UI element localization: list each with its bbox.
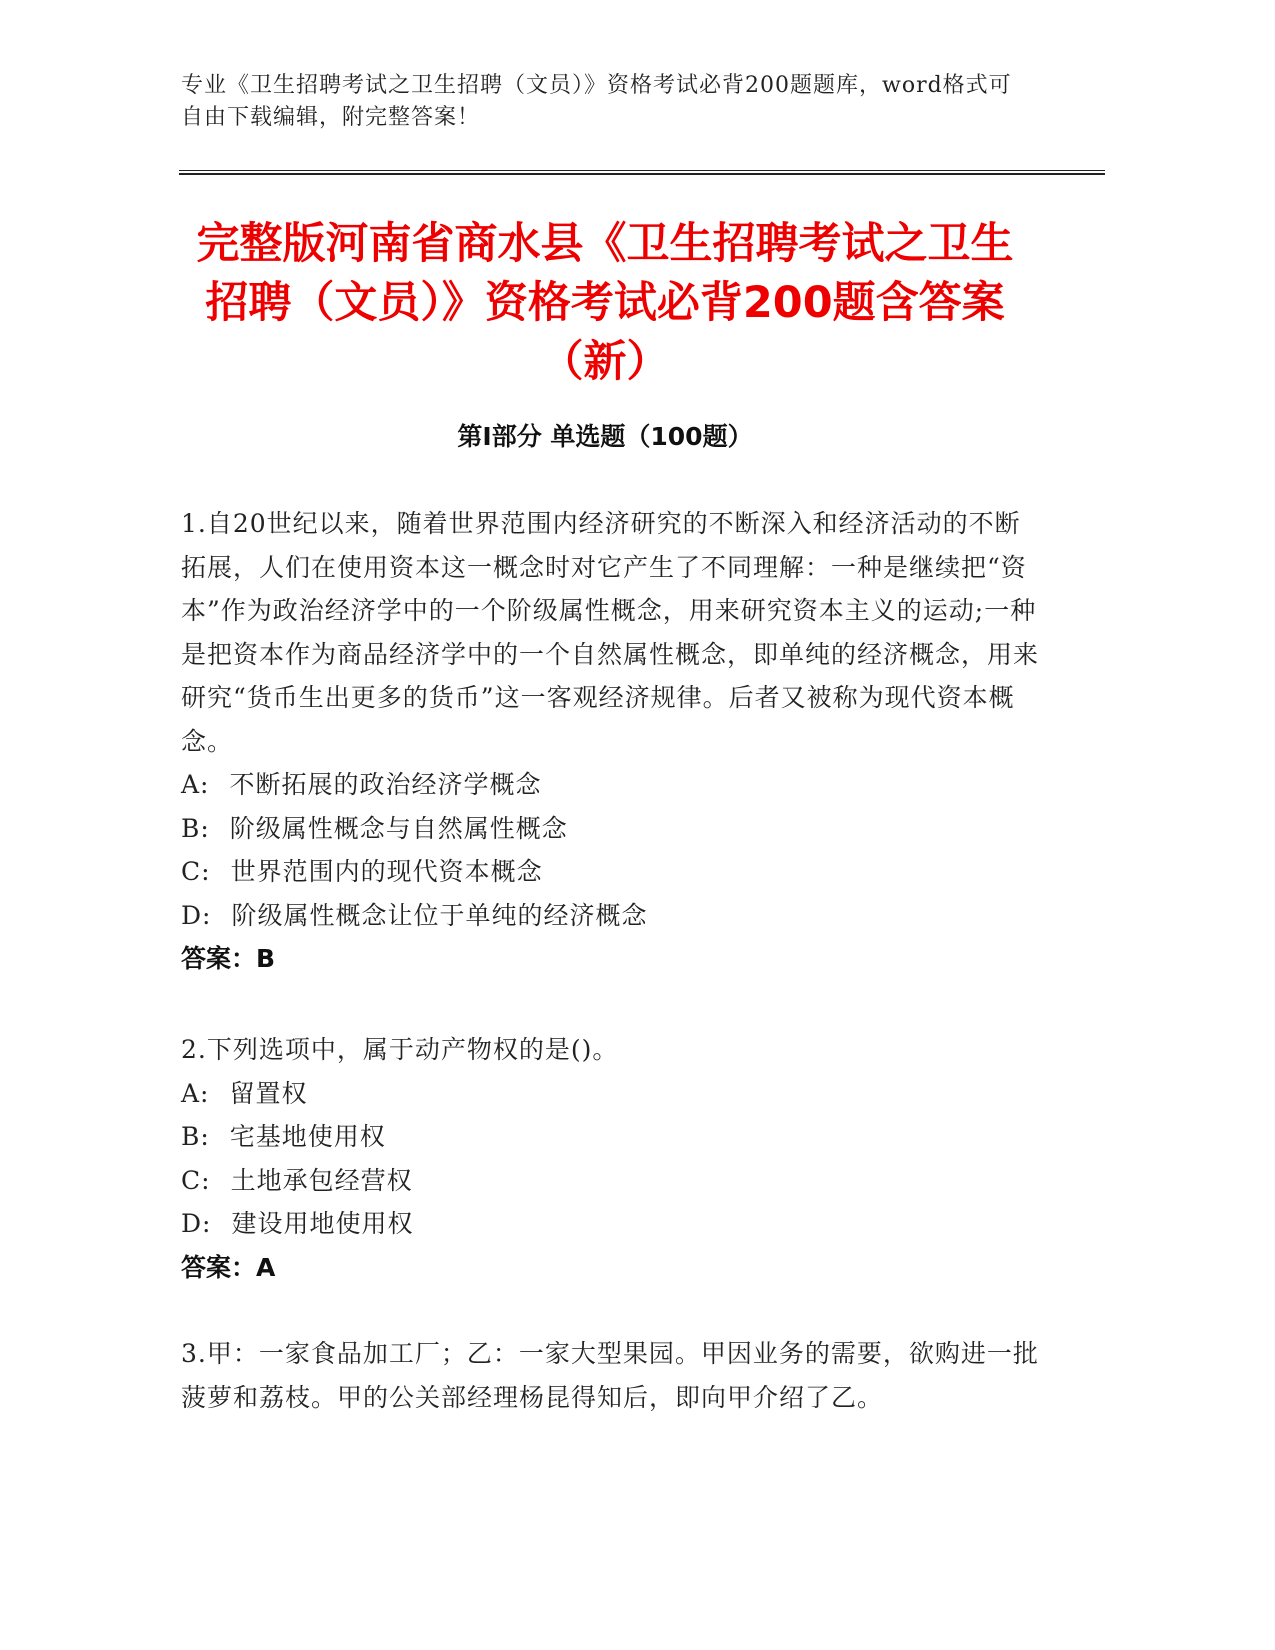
answer-line: 答案：B [181, 944, 276, 973]
option-c [181, 1159, 1041, 1203]
option-text: 留置权 [229, 1078, 308, 1108]
question-stem: 2.下列选项中，属于动产物权的是()。 [181, 1035, 619, 1064]
option-b [181, 807, 1041, 851]
option-text: 建设用地使用权 [231, 1209, 414, 1238]
option-text: 阶级属性概念让位于单纯的经济概念 [231, 900, 648, 930]
option-key: C: [181, 1165, 211, 1195]
answer-line: 答案：A [181, 1252, 276, 1282]
section-title: 第Ⅰ部分 单选题（100题） [457, 422, 753, 451]
option-c [181, 850, 1041, 894]
option-a [181, 1072, 1041, 1116]
question-1 [181, 502, 1041, 981]
option-text: 阶级属性概念与自然属性概念 [229, 813, 568, 843]
question-stem: 1.自20世纪以来，随着世界范围内经济研究的不断深入和经济活动的不断拓展，人们在使用资本这一概念时对它产生了不同理解：一种是继续把“资本”作为政治经济学中的一个阶级属性概念，用来研究资本主义的运动;一种是把资本作为商品经济学中的一个自然属性概念，即单纯的经济概念，用来研究“货币生出更多的货币”这一客观经济规律。后者又被称为现代资本概念。 [181, 509, 1040, 756]
header-note: 专业《卫生招聘考试之卫生招聘（文员）》资格考试必背200题题库，word格式可自由下载编辑，附完整答案！ [181, 73, 1012, 130]
question-3 [181, 1332, 1041, 1419]
option-key: A: [181, 770, 210, 799]
option-text: 宅基地使用权 [229, 1122, 386, 1151]
option-b [181, 1115, 1041, 1159]
option-text: 土地承包经营权 [230, 1165, 413, 1195]
question-2 [181, 1028, 1041, 1289]
option-text: 不断拓展的政治经济学概念 [229, 770, 542, 799]
option-key: D: [181, 900, 212, 930]
question-stem: 3.甲：一家食品加工厂；乙：一家大型果园。甲因业务的需要，欲购进一批菠萝和荔枝。甲的公关部经理杨昆得知后，即向甲介绍了乙。 [181, 1339, 1039, 1412]
option-key: A: [181, 1078, 210, 1108]
option-d [181, 1202, 1041, 1246]
option-a [181, 763, 1041, 807]
header-divider [179, 170, 1105, 175]
option-key: C: [181, 857, 211, 886]
option-key: B: [181, 813, 210, 843]
option-d [181, 894, 1041, 938]
option-text: 世界范围内的现代资本概念 [230, 857, 543, 886]
option-key: D: [181, 1209, 212, 1238]
option-key: B: [181, 1122, 210, 1151]
document-title: 完整版河南省商水县《卫生招聘考试之卫生招聘（文员）》资格考试必背200题含答案（新） [196, 219, 1014, 387]
